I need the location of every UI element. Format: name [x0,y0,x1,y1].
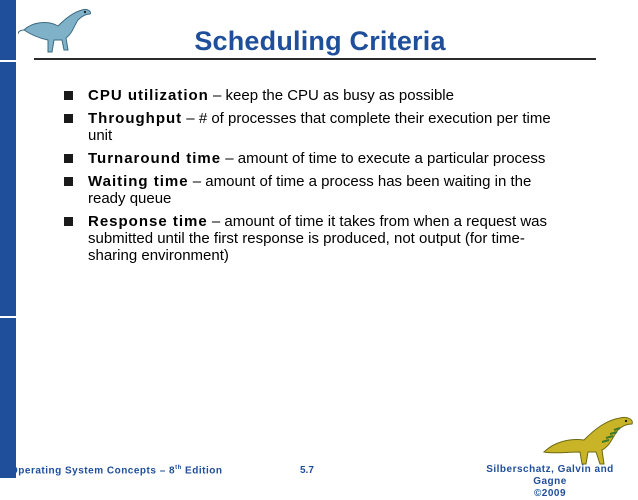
bullet-response-time [64,213,564,264]
slide-title: Scheduling Criteria [194,26,446,56]
square-bullet-icon [64,217,73,226]
bullet-text: – amount of time to execute a particular process [221,150,546,167]
footer-page-number: 5.7 [300,465,314,476]
bullet-term: Waiting time [88,173,189,190]
footer-authors-text: Silberschatz, Galvin and Gagne [486,464,614,487]
footer-book-sup: th [175,465,182,471]
left-accent-bar [0,0,16,478]
square-bullet-icon [64,177,73,186]
footer-copyright: ©2009 [533,488,567,499]
dinosaur-logo-icon [18,4,100,56]
bullet-term: Response time [88,213,208,230]
square-bullet-icon [64,154,73,163]
bullet-text: – keep the CPU as busy as possible [208,87,454,104]
footer-book-prefix: Operating System Concepts – 8 [10,465,176,477]
footer-authors [468,464,632,500]
bullet-term: CPU utilization [88,87,209,104]
footer-book-title [10,465,222,476]
bullet-list [64,87,564,270]
bullet-text: – # of processes that complete their execution per time unit [88,110,551,144]
footer-book-suffix: Edition [181,465,223,477]
bullet-throughput [64,110,564,144]
bullet-cpu-utilization [64,87,564,104]
square-bullet-icon [64,91,73,100]
bullet-term: Throughput [88,110,183,127]
title-divider [34,58,596,60]
bullet-term: Turnaround time [88,150,222,167]
bullet-turnaround-time [64,150,564,167]
bullet-text: – amount of time a process has been waiting in the ready queue [88,173,532,207]
bullet-text: – amount of time it takes from when a request was submitted until the first response is produced, not output (for time-sharing environment) [88,213,548,264]
square-bullet-icon [64,114,73,123]
bullet-waiting-time [64,173,564,207]
dinosaur-logo-icon [540,408,636,466]
